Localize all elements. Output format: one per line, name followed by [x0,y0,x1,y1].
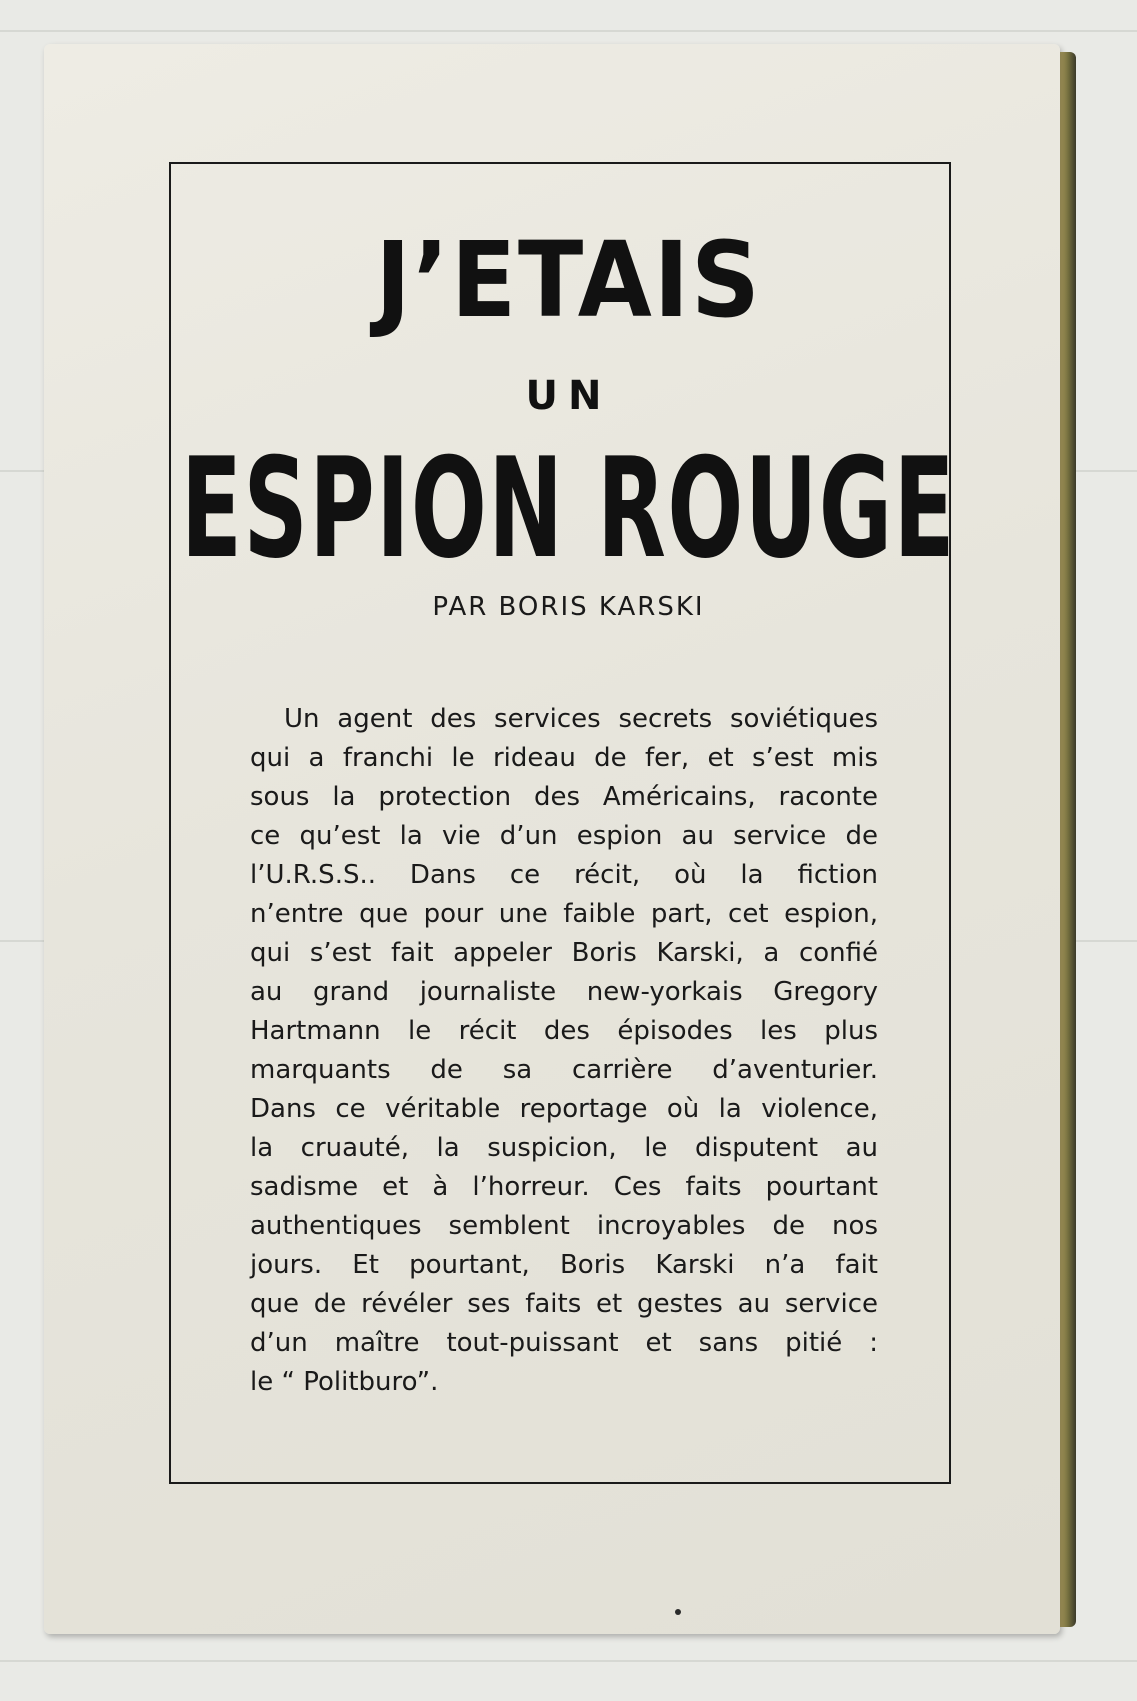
blurb-line: qui a franchi le rideau de fer, et s’est mis [250,743,878,773]
blurb-line: la cruauté, la suspicion, le disputent au [250,1133,878,1163]
author-byline: PAR BORIS KARSKI [432,592,705,622]
blurb-line: jours. Et pourtant, Boris Karski n’a fait [250,1250,878,1280]
blurb-line: que de révéler ses faits et gestes au service [250,1289,878,1319]
title-line-3: ESPION ROUGE [180,428,957,589]
title-line-1: J’ETAIS [375,219,762,341]
blurb-line: l’U.R.S.S.. Dans ce récit, où la fiction [250,860,878,890]
blurb-line: sadisme et à l’horreur. Ces faits pourtant [250,1172,878,1202]
blurb-line: Hartmann le récit des épisodes les plus [250,1016,878,1046]
blurb-line: ce qu’est la vie d’un espion au service de [250,821,878,851]
blurb-line: le “ Politburo”. [250,1367,439,1397]
plank-line [0,1660,1137,1662]
blurb-line: Dans ce véritable reportage où la violence, [250,1094,878,1124]
blurb-line: marquants de sa carrière d’aventurier. [250,1055,878,1085]
plank-line [0,30,1137,32]
blurb-line: au grand journaliste new-yorkais Gregory [250,977,878,1007]
blurb-line: sous la protection des Américains, raconte [250,782,878,812]
blurb-line: n’entre que pour une faible part, cet espion, [250,899,878,929]
ink-speck [675,1609,681,1615]
blurb-line: d’un maître tout-puissant et sans pitié : [250,1328,878,1358]
blurb-line: qui s’est fait appeler Boris Karski, a confié [250,938,878,968]
blurb-line: authentiques semblent incroyables de nos [250,1211,878,1241]
blurb-paragraph [250,700,878,1402]
blurb-line: Un agent des services secrets soviétiques [284,704,878,734]
title-line-2: UN [525,373,612,419]
